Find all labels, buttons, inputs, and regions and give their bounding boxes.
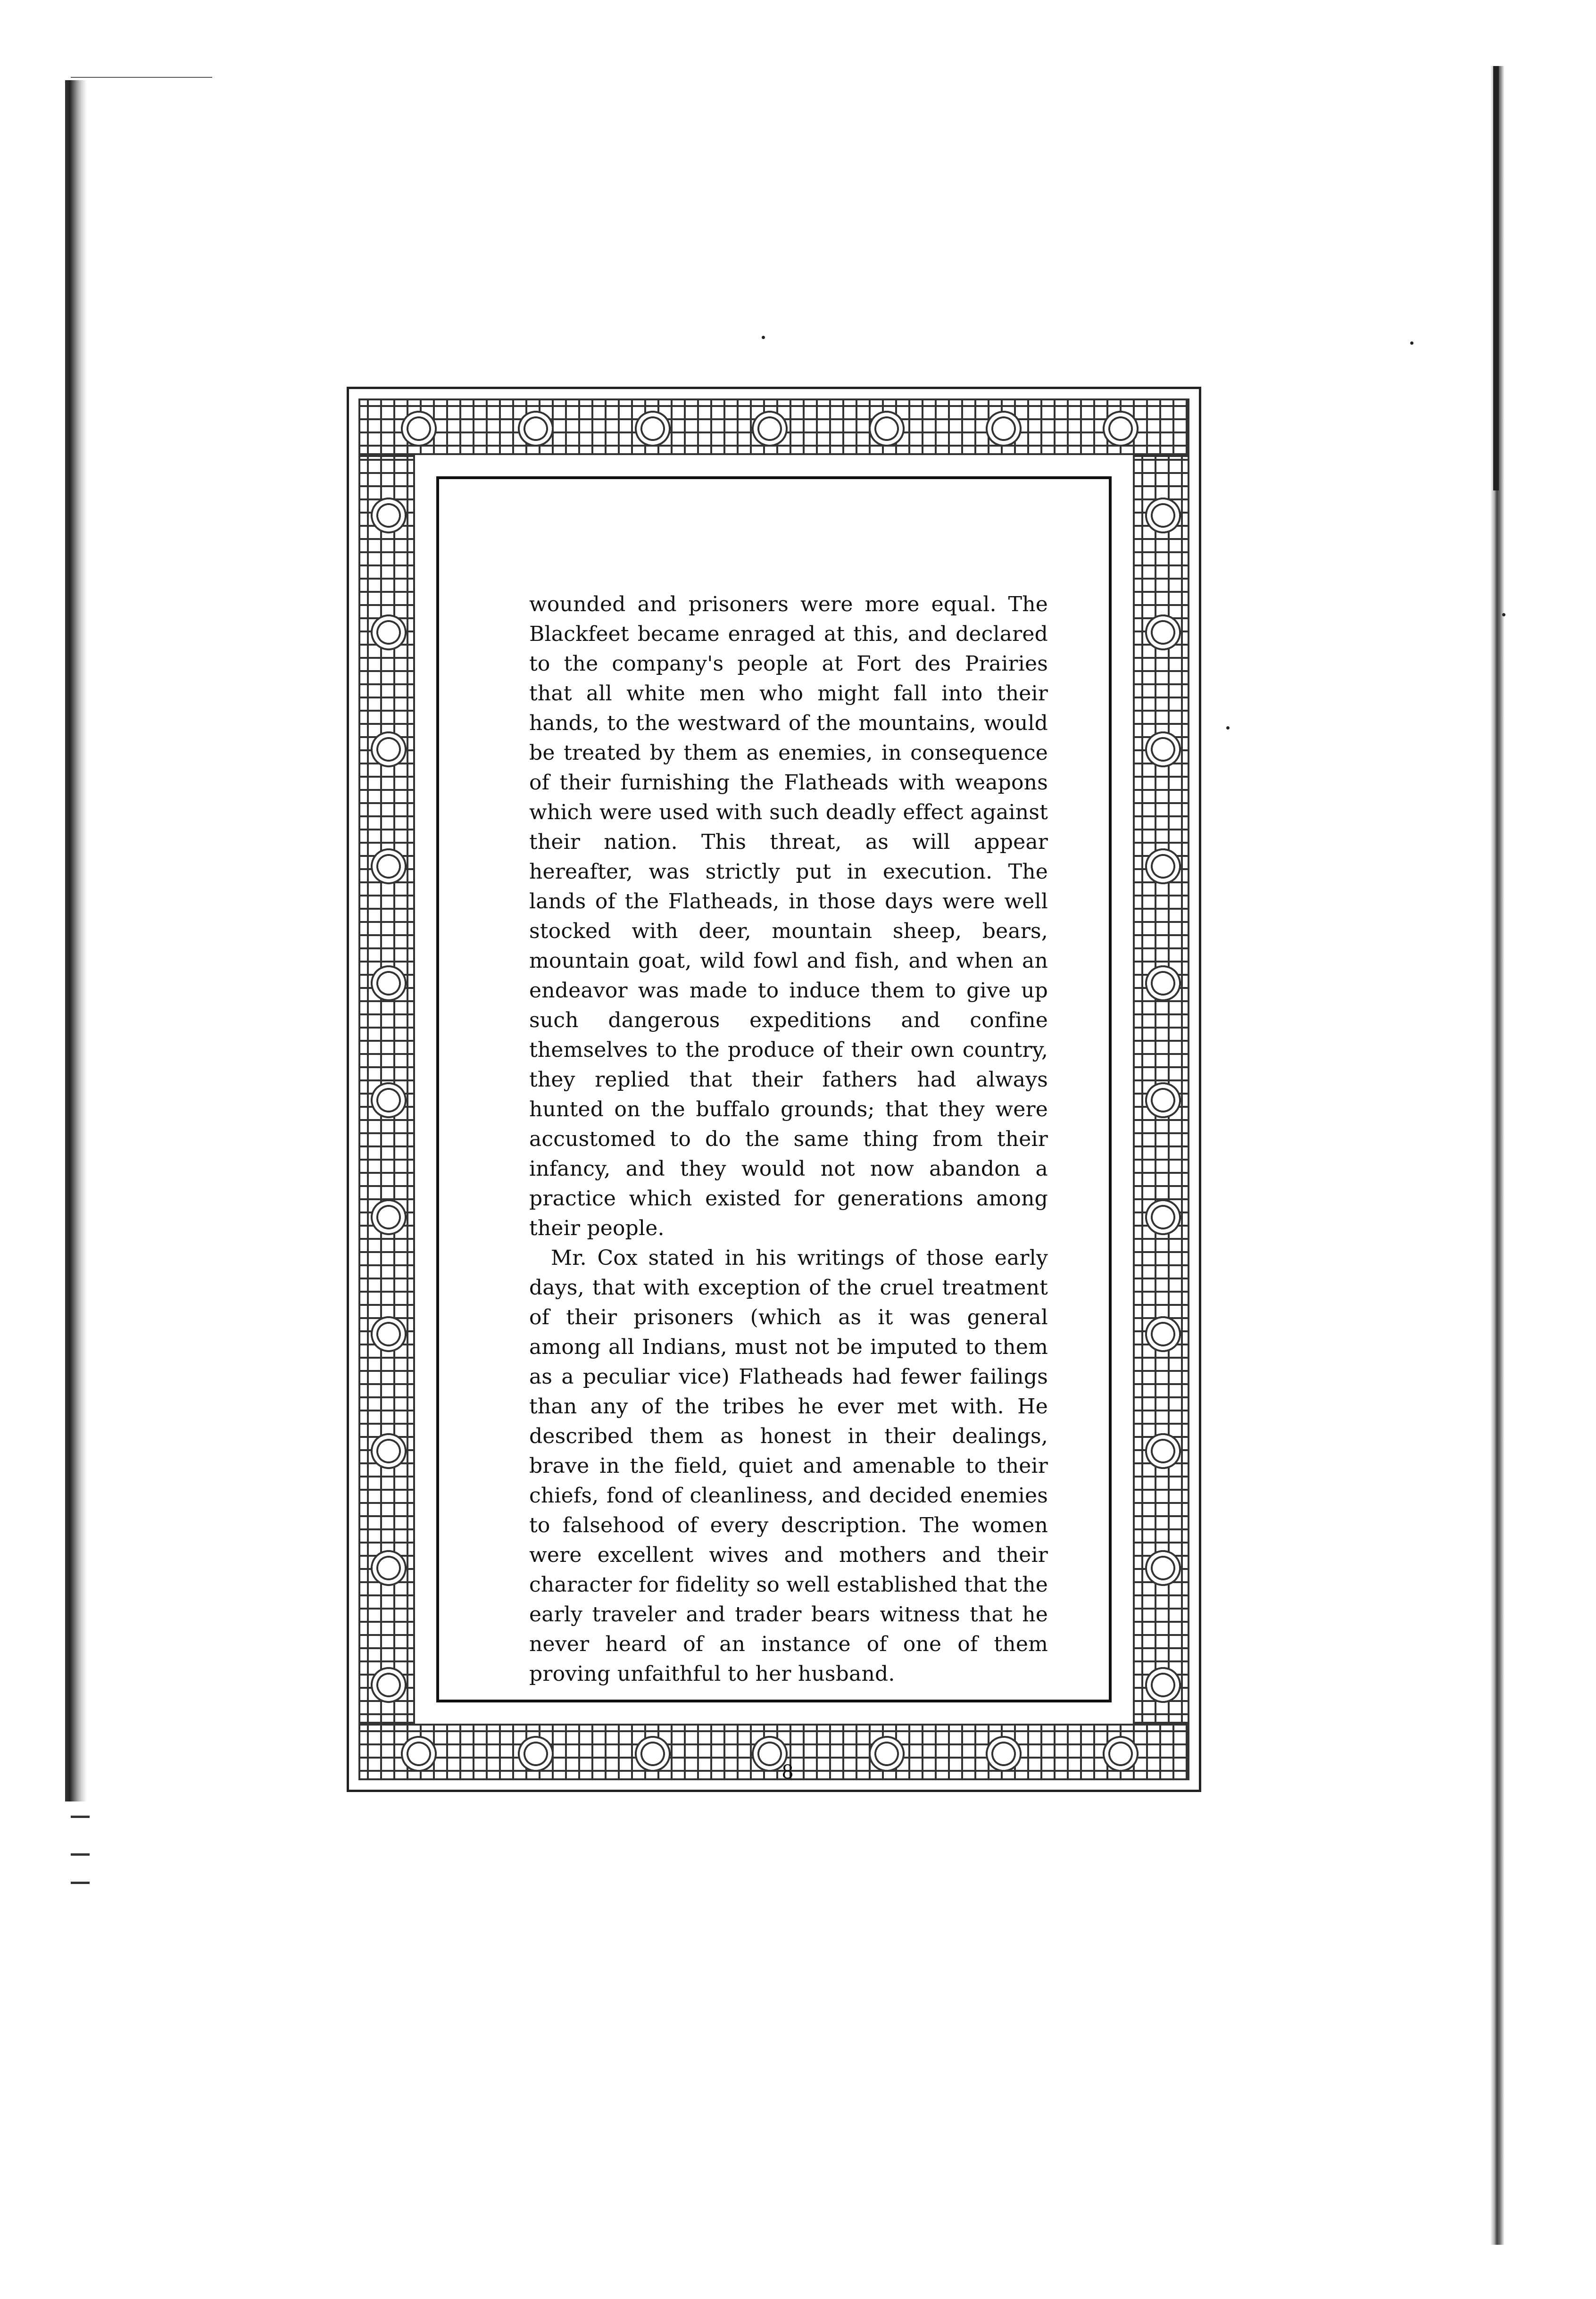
scan-mark	[71, 1882, 90, 1884]
body-text	[529, 589, 1048, 1759]
paragraph: Mr. Cox stated in his writings of those early days, that with exception of the cruel treatment of their prisoners (which as it was general among all Indians, must not be imputed to them as a peculiar vice) Flatheads had fewer failings than any of the tribes he ever met with. He described them as honest in their dealings, brave in the field, quiet and amenable to their chiefs, fond of cleanliness, and decided enemies to falsehood of every description. The women were excellent wives and mothers and their character for fidelity so well established that the early traveler and trader bears witness that he never heard of an instance of one of them proving unfaithful to her husband.	[529, 1246, 1048, 1686]
greek-key-border-right	[1133, 455, 1189, 1724]
speck	[762, 336, 765, 339]
speck	[1226, 726, 1230, 730]
paragraph: wounded and prisoners were more equal. The Blackfeet became enraged at this, and declared to the company's people at Fort des Prairies that all white men who might fall into their hands, to the westward of the mountains, would be treated by them as enemies, in consequence of their furnishing the Flatheads with weapons which were used with such deadly effect against their nation. This threat, as will appear hereafter, was strictly put in execution. The lands of the Flatheads, in those days were well stocked with deer, mountain sheep, bears, mountain goat, wild fowl and fish, and when an endeavor was made to induce them to give up such dangerous expeditions and confine themselves to the produce of their own country, they replied that their fathers had always hunted on the buffalo grounds; that they were accustomed to do the same thing from their infancy, and they would not now abandon a practice which existed for generations among their people.	[529, 592, 1048, 1240]
scan-right-edge-dark	[1493, 66, 1499, 490]
scan-top-rule	[71, 77, 212, 78]
scan-left-edge	[65, 80, 87, 1801]
speck	[1502, 613, 1505, 616]
greek-key-border-top	[358, 398, 1189, 455]
scan-mark	[71, 1853, 90, 1856]
scan-mark	[71, 1816, 90, 1818]
speck	[1410, 341, 1413, 345]
page-number: 8	[781, 1761, 794, 1783]
greek-key-border-left	[358, 455, 415, 1724]
